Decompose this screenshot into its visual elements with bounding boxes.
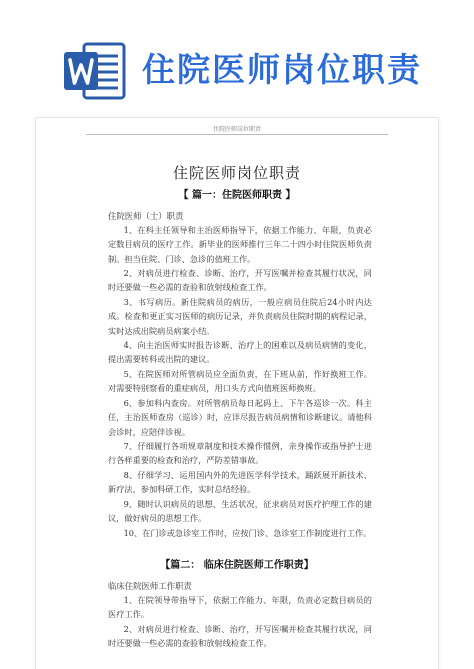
header-rule (86, 134, 388, 135)
document-page (36, 118, 438, 669)
section-subheading: 住院医师（士）职责 (108, 211, 184, 221)
word-icon (62, 38, 128, 104)
section-heading: 【篇二： 临床住院医师工作职责】 (160, 560, 314, 571)
paragraph: 1、在院领导带指导下，依据工作能力、年限，负责必定数目病员的医疗工作。 (108, 595, 372, 620)
document-title: 住院医师岗位职责 (172, 164, 301, 182)
banner (0, 0, 474, 108)
paragraph: 6、参加科内查房。对所管病员每日起码上、下午各巡诊一次。科主任，主治医师查房（巡诊）时，应详尽报告病员病情和诊断建议。请他科会诊时，应陪伴诊视。 (108, 398, 372, 437)
paragraph: 8、仔细学习、运用国内外的先进医学科学技术，踊跃展开新技术、新疗法，参加科研工作，实时总结经验。 (108, 470, 372, 495)
paragraph: 9、随时认识病员的思想、生活状况，征求病员对医疗护理工作的建议，做好病员的思想工作。 (108, 499, 372, 524)
paragraph: 5、在院医师对所管病员应全面负责，在下班从前，作好换班工作。对需要特别察看的重症病员，用口头方式向值班医师换班。 (108, 369, 372, 394)
paragraph: 3、书写病历。新住院病员的病历，一般应病员住院后24小时内达成。检查和更正实习医师的病历记录，并负责病员住院时期的病程记录，实时达成出院病员病案小结。 (108, 297, 372, 336)
section-heading: 【 篇一：住院医师职责 】 (178, 190, 296, 201)
running-header: 住院医师岗位职责 (212, 126, 261, 133)
paragraph: 1、在科主任领导和主治医师指导下，依据工作能力、年限，负责必定数目病员的医疗工作。新毕业的医师推行三年二十四小时住院医师负责制。担当住院、门诊、急诊的值班工作。 (108, 225, 372, 264)
section-subheading: 临床住院医师工作职责 (108, 581, 192, 591)
banner-title: 住院医师岗位职责 (142, 50, 422, 89)
paragraph: 10、在门诊或急诊室工作时，应按门诊、急诊室工作制度进行工作。 (123, 528, 372, 538)
paragraph: 2、对病员进行检查、诊断、治疗，开写医嘱并检查其履行状况，同时还要做一些必需的查验和放射线检查工作。 (108, 268, 372, 293)
paragraph: 4、向主治医师实时报告诊断、治疗上的困难以及病员病情的变化，提出需要转科或出院的建议。 (108, 340, 372, 365)
paragraph: 2、对病员进行检查、诊断、治疗，开写医嘱并检查其履行状况，同时还要做一些必需的查验和放射线检查工作。 (108, 624, 372, 649)
paragraph: 7、仔细履行各项规章制度和技术操作惯例，亲身操作或指导护士进行各样重要的检查和治疗，严防差错事故。 (108, 441, 372, 466)
